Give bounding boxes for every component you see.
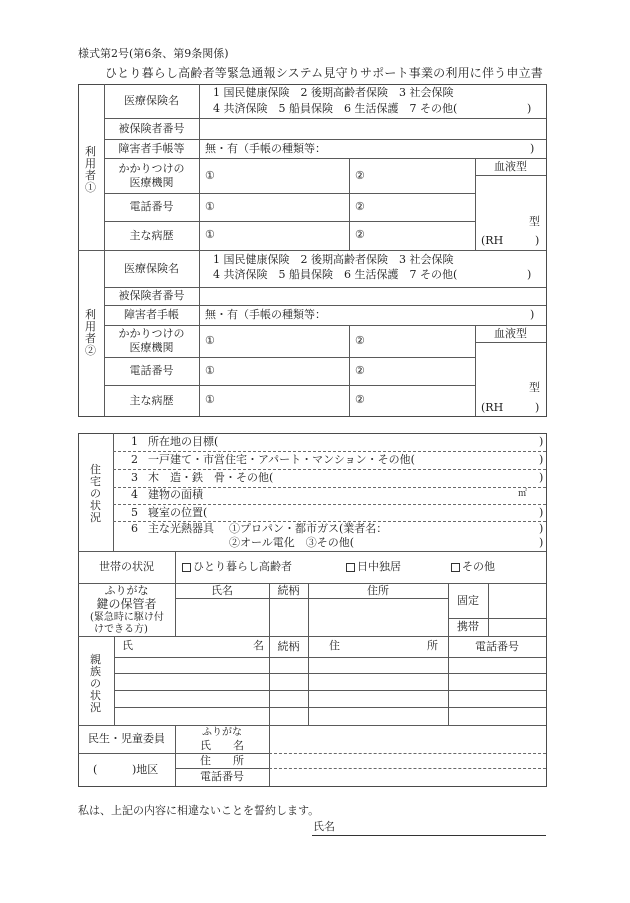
commissioner-address-label: 住 所 bbox=[200, 753, 244, 767]
checkbox-icon bbox=[182, 563, 191, 572]
divider bbox=[308, 636, 309, 725]
rh-open: (RH bbox=[481, 401, 504, 414]
housing-row-close: ) bbox=[539, 506, 544, 519]
option-label: 日中独居 bbox=[357, 560, 401, 573]
commissioner-phone-label: 電話番号 bbox=[200, 770, 244, 783]
housing-row-num: 1 bbox=[131, 435, 138, 448]
declaration-statement: 私は、上記の内容に相違ないことを誓約します。 bbox=[78, 804, 320, 817]
insurance-options-line2: 4 共済保険 5 船員保険 6 生活保護 7 その他( bbox=[213, 102, 458, 115]
form-number: 様式第2号(第6条、第9条関係) bbox=[78, 47, 229, 60]
dashed-divider bbox=[113, 504, 546, 505]
relatives-phone-header: 電話番号 bbox=[475, 639, 519, 653]
housing-area-unit: ㎡ bbox=[518, 489, 528, 499]
disability-text: 無・有（手帳の種類等： bbox=[205, 142, 326, 155]
housing-row-energy: 主な光熱器具 bbox=[148, 522, 214, 535]
housing-row-close: ) bbox=[539, 522, 544, 535]
insured-number-label: 被保険者番号 bbox=[118, 121, 185, 135]
housing-row-close: ) bbox=[539, 453, 544, 466]
household-option-living-alone bbox=[182, 560, 292, 574]
relatives-label: 親族の状況 bbox=[90, 653, 101, 714]
housing-label: 住宅の状況 bbox=[90, 463, 101, 524]
insured-number-label: 被保険者番号 bbox=[118, 289, 185, 302]
key-holder-furigana-label: ふりがな bbox=[104, 584, 149, 597]
housing-row-structure: 木 造・鉄 骨・その他( bbox=[148, 471, 274, 484]
insurance-options-line1: 1 国民健康保険 2 後期高齢者保険 3 社会保険 bbox=[213, 253, 454, 266]
insurance-other-close: ) bbox=[527, 102, 532, 115]
clinic-label-line1: かかりつけの bbox=[118, 327, 185, 340]
dashed-divider bbox=[269, 768, 546, 769]
divider bbox=[114, 690, 546, 691]
rh-close: ) bbox=[535, 234, 540, 247]
housing-row-num: 2 bbox=[131, 453, 138, 466]
energy-option-1: ①プロパン・都市ガス(業者名： bbox=[229, 522, 388, 535]
divider bbox=[488, 583, 489, 636]
divider bbox=[175, 598, 448, 599]
housing-row-bedroom: 寝室の位置( bbox=[148, 506, 208, 519]
checkbox-icon bbox=[346, 563, 355, 572]
clinic-label bbox=[104, 158, 199, 193]
blood-type-label: 血液型 bbox=[494, 326, 527, 340]
blood-type-suffix: 型 bbox=[529, 381, 540, 394]
blood-type-suffix: 型 bbox=[529, 215, 540, 228]
housing-row-close: ) bbox=[539, 536, 544, 549]
divider bbox=[114, 636, 115, 725]
housing-row-num: 5 bbox=[131, 506, 138, 519]
household-option-other bbox=[451, 560, 495, 574]
disability-label: 障害者手帳 bbox=[124, 308, 179, 321]
history-slot-2: ② bbox=[355, 393, 365, 406]
phone-slot-2: ② bbox=[355, 200, 365, 213]
signature-label: 氏名 bbox=[313, 820, 335, 833]
rh-close: ) bbox=[535, 401, 540, 414]
divider bbox=[475, 175, 546, 176]
housing-row-close: ) bbox=[539, 435, 544, 448]
checkbox-icon bbox=[451, 563, 460, 572]
divider bbox=[349, 158, 350, 250]
key-holder-note-line1: (緊急時に駆け付 bbox=[90, 612, 164, 623]
key-holder-title: 鍵の保管者 bbox=[96, 597, 157, 611]
insurance-options-line2: 4 共済保険 5 船員保険 6 生活保護 7 その他( bbox=[213, 268, 458, 281]
blood-type-label: 血液型 bbox=[494, 159, 527, 173]
relatives-name-header-1: 氏 bbox=[122, 639, 133, 652]
history-label: 主な病歴 bbox=[129, 393, 174, 407]
key-holder-note-line2: けできる方) bbox=[94, 624, 148, 635]
key-holder-name-header: 氏名 bbox=[211, 583, 233, 597]
key-holder-phone-fixed-label: 固定 bbox=[457, 593, 479, 607]
commissioner-name-label bbox=[175, 725, 269, 753]
energy-option-2: ②オール電化 ③その他( bbox=[229, 536, 355, 549]
divider bbox=[114, 673, 546, 674]
dashed-divider bbox=[269, 753, 546, 754]
housing-row-num: 6 bbox=[131, 522, 138, 535]
relatives-address-header-2: 所 bbox=[427, 639, 438, 652]
clinic-label-line2: 医療機関 bbox=[129, 175, 174, 189]
disability-close: ) bbox=[530, 142, 535, 155]
history-slot-2: ② bbox=[355, 228, 365, 241]
clinic-label-line1: かかりつけの bbox=[118, 161, 185, 175]
disability-label: 障害者手帳等 bbox=[118, 141, 185, 155]
insurance-label: 医療保険名 bbox=[124, 94, 179, 107]
divider bbox=[114, 657, 546, 658]
household-status-label: 世帯の状況 bbox=[99, 560, 154, 573]
housing-row-close: ) bbox=[539, 471, 544, 484]
divider bbox=[475, 342, 546, 343]
household-option-alone-daytime bbox=[346, 560, 401, 574]
history-label: 主な病歴 bbox=[129, 228, 174, 242]
housing-row-landmark: 所在地の目標( bbox=[148, 435, 219, 448]
housing-row-num: 4 bbox=[131, 488, 138, 501]
rh-open: (RH bbox=[481, 234, 504, 247]
signature-line bbox=[312, 835, 546, 836]
phone-slot-2: ② bbox=[355, 364, 365, 377]
history-slot-1: ① bbox=[205, 228, 215, 241]
commissioner-name-text: 氏 名 bbox=[200, 738, 244, 752]
phone-label: 電話番号 bbox=[129, 200, 174, 213]
clinic-slot-1: ① bbox=[205, 334, 215, 347]
housing-row-building-type: 一戸建て・市営住宅・アパート・マンション・その他( bbox=[148, 453, 415, 466]
housing-row-num: 3 bbox=[131, 471, 138, 484]
commissioner-furigana-label: ふりがな bbox=[202, 726, 242, 738]
housing-row-floor-area: 建物の面積 bbox=[148, 488, 203, 501]
dashed-divider bbox=[113, 451, 546, 452]
district-open: ( bbox=[93, 763, 98, 776]
key-holder-relation-header: 続柄 bbox=[277, 583, 300, 597]
divider bbox=[349, 325, 350, 416]
clinic-slot-1: ① bbox=[205, 169, 215, 182]
user-1-label: 利用者① bbox=[85, 145, 96, 194]
history-slot-1: ① bbox=[205, 393, 215, 406]
dashed-divider bbox=[113, 469, 546, 470]
phone-slot-1: ① bbox=[205, 200, 215, 213]
insurance-other-close: ) bbox=[527, 268, 532, 281]
phone-slot-1: ① bbox=[205, 364, 215, 377]
clinic-slot-2: ② bbox=[355, 169, 365, 182]
phone-label: 電話番号 bbox=[129, 364, 174, 377]
disability-close: ) bbox=[530, 308, 535, 321]
clinic-label-line2: 医療機関 bbox=[129, 341, 174, 354]
clinic-label bbox=[104, 325, 199, 357]
welfare-commissioner-label: 民生・児童委員 bbox=[88, 732, 165, 745]
insurance-options-line1: 1 国民健康保険 2 後期高齢者保険 3 社会保険 bbox=[213, 86, 454, 99]
key-holder-label bbox=[78, 584, 175, 636]
relatives-relation-header: 続柄 bbox=[277, 639, 300, 653]
divider bbox=[114, 707, 546, 708]
insurance-label: 医療保険名 bbox=[124, 261, 179, 275]
clinic-slot-2: ② bbox=[355, 334, 365, 347]
divider bbox=[199, 84, 200, 416]
district-label: )地区 bbox=[132, 763, 159, 776]
user-2-label: 利用者② bbox=[85, 308, 96, 357]
key-holder-phone-mobile-label: 携帯 bbox=[457, 620, 479, 633]
disability-text: 無・有（手帳の種類等： bbox=[205, 308, 326, 321]
form-title: ひとり暮らし高齢者等緊急通報システム見守りサポート事業の利用に伴う申立書 bbox=[104, 66, 543, 80]
divider bbox=[269, 725, 270, 786]
relatives-address-header-1: 住 bbox=[329, 639, 340, 652]
key-holder-address-header: 住所 bbox=[367, 583, 389, 597]
option-label: その他 bbox=[462, 560, 495, 573]
relatives-name-header-2: 名 bbox=[253, 639, 264, 652]
option-label: ひとり暮らし高齢者 bbox=[193, 560, 292, 573]
